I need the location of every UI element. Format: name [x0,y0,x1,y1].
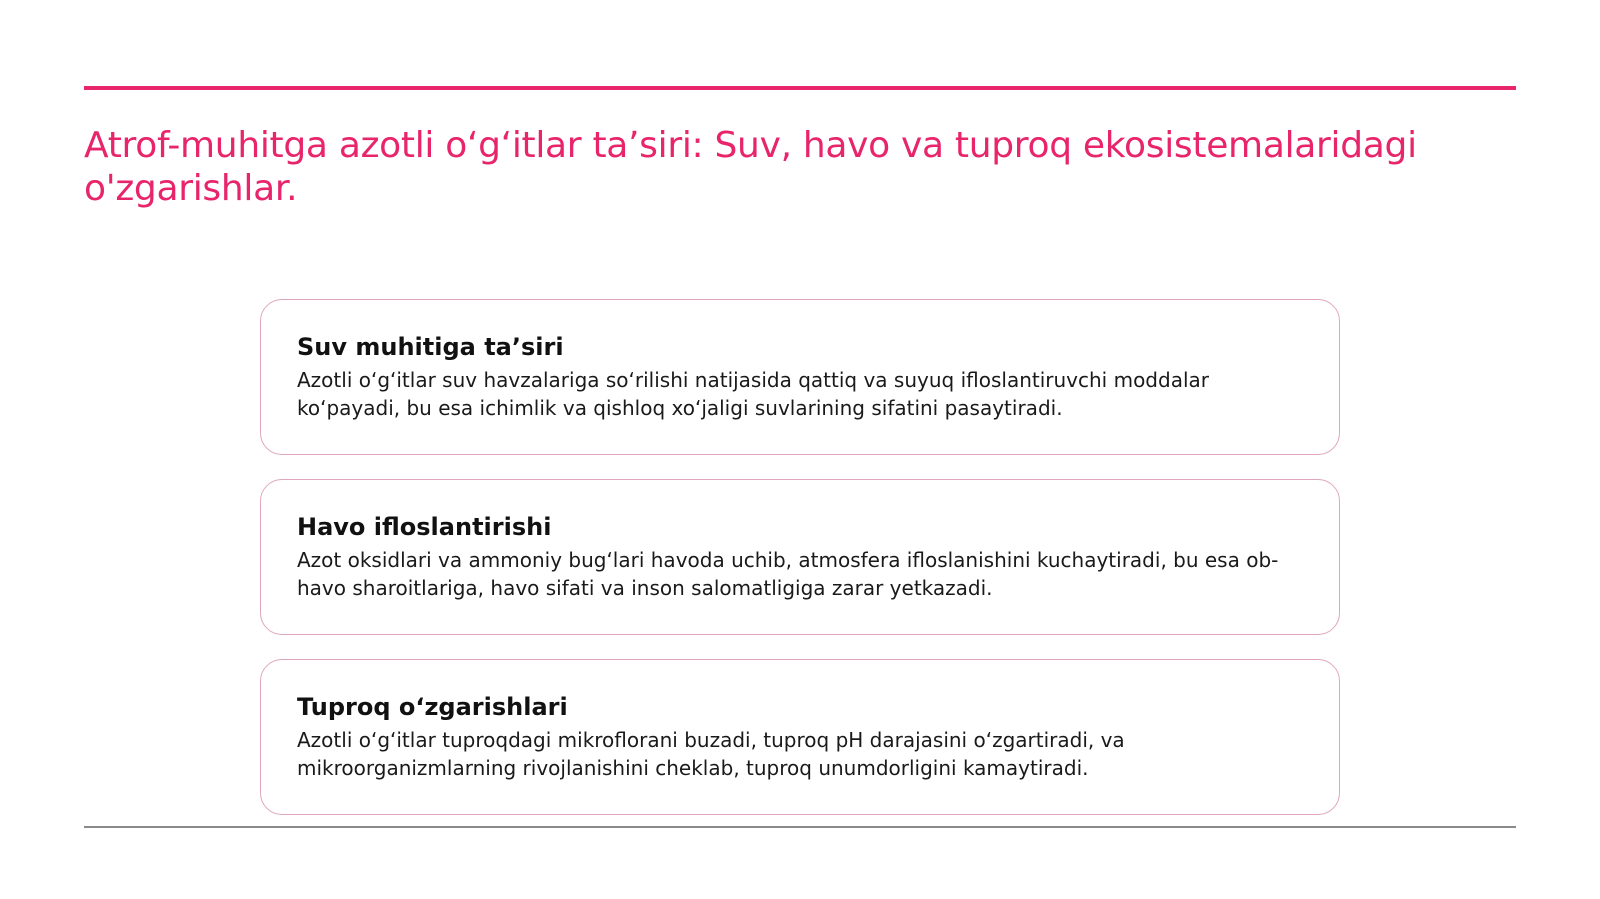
card-title: Suv muhitiga ta’siri [297,333,564,361]
card-soil-changes [260,659,1340,815]
card-title: Tuproq o‘zgarishlari [297,693,568,721]
card-body: Azot oksidlari va ammoniy bug‘lari havoda uchib, atmosfera ifloslanishini kuchaytiradi, bu esa ob-havo sharoitlariga, havo sifati va inson salomatligiga zarar yetkazadi. [297,548,1279,600]
impact-cards [260,299,1340,839]
card-body: Azotli o‘g‘itlar suv havzalariga so‘rilishi natijasida qattiq va suyuq ifloslantiruvchi moddalar ko‘payadi, bu esa ichimlik va qishloq xo‘jaligi suvlarining sifatini pasaytiradi. [297,368,1209,420]
title-accent-rule [84,86,1516,90]
footer-divider [84,826,1516,828]
card-water-impact [260,299,1340,455]
card-air-pollution [260,479,1340,635]
card-title: Havo ifloslantirishi [297,513,552,541]
card-body: Azotli o‘g‘itlar tuproqdagi mikroflorani buzadi, tuproq pH darajasini o‘zgartiradi, va mikroorganizmlarning rivojlanishini cheklab, tuproq unumdorligini kamaytiradi. [297,728,1125,780]
slide-title: Atrof-muhitga azotli o‘g‘itlar ta’siri: Suv, havo va tuproq ekosistemalaridagi o'zgarishlar. [84,125,1417,209]
